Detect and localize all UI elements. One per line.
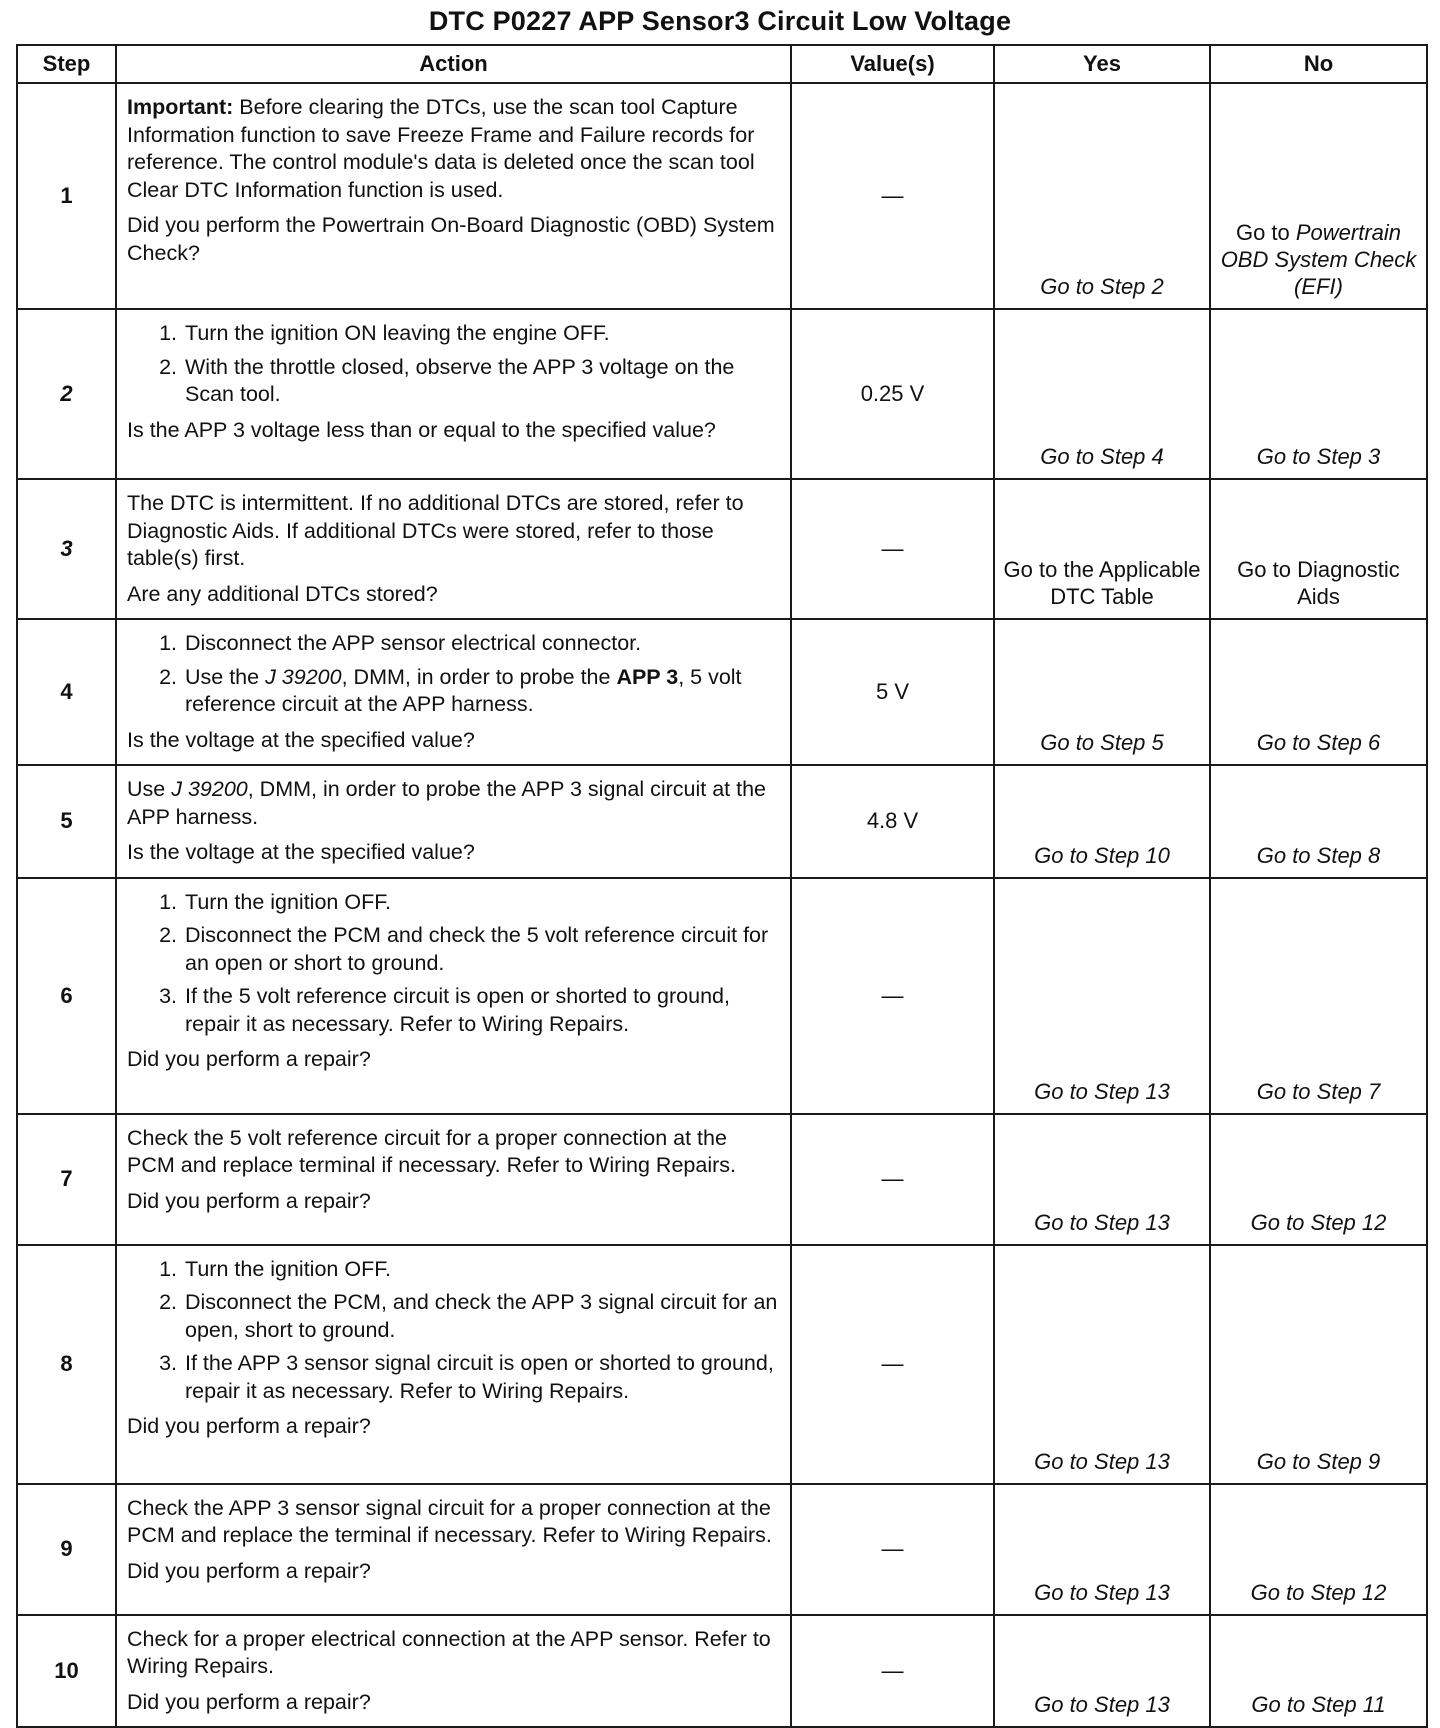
important-label: Important: bbox=[127, 95, 234, 119]
value-cell: — bbox=[791, 878, 994, 1114]
action-steps bbox=[127, 1256, 780, 1406]
list-item: 2. Use the J 39200, DMM, in order to probe the APP 3, 5 volt reference circuit at the APP harness. bbox=[183, 664, 780, 719]
header-yes: Yes bbox=[994, 45, 1210, 83]
yes-cell: Go to Step 13 bbox=[994, 1615, 1210, 1728]
step-number: 10 bbox=[17, 1615, 116, 1728]
list-item: 1. Disconnect the APP sensor electrical connector. bbox=[183, 630, 780, 658]
action-text: Check the APP 3 sensor signal circuit for a proper connection at the PCM and replace the terminal if necessary. Refer to Wiring Repairs. bbox=[127, 1495, 772, 1547]
action-cell bbox=[116, 479, 791, 619]
step-number: 3 bbox=[17, 479, 116, 619]
action-question: Did you perform a repair? bbox=[127, 1047, 371, 1071]
page-title: DTC P0227 APP Sensor3 Circuit Low Voltage bbox=[428, 6, 1012, 36]
no-cell: Go to Step 7 bbox=[1210, 878, 1427, 1114]
step-number: 8 bbox=[17, 1245, 116, 1484]
action-text: The DTC is intermittent. If no additional DTCs are stored, refer to Diagnostic Aids. If additional DTCs were stored, refer to those table(s) first. bbox=[127, 491, 744, 570]
header-action: Action bbox=[116, 45, 791, 83]
value-cell: 4.8 V bbox=[791, 765, 994, 878]
yes-cell: Go to Step 10 bbox=[994, 765, 1210, 878]
value-cell: — bbox=[791, 83, 994, 309]
tool-name: J 39200 bbox=[171, 777, 248, 801]
action-question: Did you perform a repair? bbox=[127, 1558, 371, 1583]
table-row bbox=[17, 309, 1427, 479]
action-question: Is the voltage at the specified value? bbox=[127, 840, 475, 864]
step-number: 6 bbox=[17, 878, 116, 1114]
action-question: Did you perform a repair? bbox=[127, 1188, 371, 1213]
value-cell: — bbox=[791, 1615, 994, 1728]
table-row bbox=[17, 83, 1427, 309]
list-item: 1. Turn the ignition OFF. bbox=[183, 889, 780, 917]
step-number: 4 bbox=[17, 619, 116, 765]
table-row bbox=[17, 878, 1427, 1114]
step-number: 5 bbox=[17, 765, 116, 878]
list-item: 3. If the APP 3 sensor signal circuit is open or shorted to ground, repair it as necessary. Refer to Wiring Repairs. bbox=[183, 1350, 780, 1405]
list-item: 2. With the throttle closed, observe the APP 3 voltage on the Scan tool. bbox=[183, 354, 780, 409]
list-item: 2. Disconnect the PCM, and check the APP 3 signal circuit for an open, short to ground. bbox=[183, 1289, 780, 1344]
value-cell: 5 V bbox=[791, 619, 994, 765]
step-number: 1 bbox=[17, 83, 116, 309]
tool-name: J 39200 bbox=[265, 664, 342, 689]
diagnostic-table bbox=[16, 44, 1428, 1728]
action-text: Use J 39200, DMM, in order to probe the APP 3 signal circuit at the APP harness. bbox=[127, 777, 766, 829]
value-cell: — bbox=[791, 1245, 994, 1484]
table-row bbox=[17, 619, 1427, 765]
header-no: No bbox=[1210, 45, 1427, 83]
step-number: 2 bbox=[17, 309, 116, 479]
list-item: 2. Disconnect the PCM and check the 5 volt reference circuit for an open or short to ground. bbox=[183, 922, 780, 977]
step-number: 9 bbox=[17, 1484, 116, 1615]
action-cell bbox=[116, 309, 791, 479]
action-cell bbox=[116, 619, 791, 765]
yes-cell: Go to Step 13 bbox=[994, 1484, 1210, 1615]
action-cell bbox=[116, 1484, 791, 1615]
yes-cell: Go to Step 13 bbox=[994, 1245, 1210, 1484]
no-cell: Go to Step 9 bbox=[1210, 1245, 1427, 1484]
yes-cell: Go to Step 5 bbox=[994, 619, 1210, 765]
action-question: Is the voltage at the specified value? bbox=[127, 727, 475, 752]
action-steps bbox=[127, 320, 780, 409]
action-question: Are any additional DTCs stored? bbox=[127, 581, 438, 606]
action-cell bbox=[116, 1114, 791, 1245]
action-cell bbox=[116, 878, 791, 1114]
action-cell bbox=[116, 765, 791, 878]
table-header-row bbox=[17, 45, 1427, 83]
action-text: Check the 5 volt reference circuit for a proper connection at the PCM and replace terminal if necessary. Refer to Wiring Repairs. bbox=[127, 1125, 736, 1177]
yes-cell: Go to Step 13 bbox=[994, 878, 1210, 1114]
no-cell: Go to Step 11 bbox=[1210, 1615, 1427, 1728]
action-question: Did you perform a repair? bbox=[127, 1414, 371, 1438]
no-cell: Go to Step 8 bbox=[1210, 765, 1427, 878]
list-item: 1. Turn the ignition OFF. bbox=[183, 1256, 780, 1284]
no-prefix: Go to bbox=[1235, 220, 1296, 245]
action-steps bbox=[127, 889, 780, 1039]
list-item: 1. Turn the ignition ON leaving the engine OFF. bbox=[183, 320, 780, 348]
step-number: 7 bbox=[17, 1114, 116, 1245]
yes-cell: Go to Step 4 bbox=[994, 309, 1210, 479]
no-cell: Go to Step 12 bbox=[1210, 1484, 1427, 1615]
action-cell bbox=[116, 1615, 791, 1728]
value-cell: — bbox=[791, 1114, 994, 1245]
important-text: Before clearing the DTCs, use the scan tool Capture Information function to save Freeze Frame and Failure records for reference. The control module's data is deleted once the scan tool Clear DTC Information function is used. bbox=[127, 95, 755, 202]
action-question: Did you perform a repair? bbox=[127, 1689, 371, 1714]
table-row bbox=[17, 1615, 1427, 1728]
value-cell: 0.25 V bbox=[791, 309, 994, 479]
action-cell bbox=[116, 1245, 791, 1484]
no-cell: Go to Step 3 bbox=[1210, 309, 1427, 479]
action-text: Check for a proper electrical connection at the APP sensor. Refer to Wiring Repairs. bbox=[127, 1626, 771, 1678]
no-link: Powertrain OBD System Check (EFI) bbox=[1220, 220, 1417, 299]
no-cell: Go to Step 12 bbox=[1210, 1114, 1427, 1245]
value-cell: — bbox=[791, 1484, 994, 1615]
table-row bbox=[17, 765, 1427, 878]
value-cell: — bbox=[791, 479, 994, 619]
yes-cell: Go to Step 13 bbox=[994, 1114, 1210, 1245]
table-row bbox=[17, 1114, 1427, 1245]
yes-cell: Go to the Applicable DTC Table bbox=[994, 479, 1210, 619]
action-cell bbox=[116, 83, 791, 309]
header-values: Value(s) bbox=[791, 45, 994, 83]
action-question: Is the APP 3 voltage less than or equal to the specified value? bbox=[127, 417, 716, 442]
table-row bbox=[17, 1245, 1427, 1484]
no-cell: Go to Step 6 bbox=[1210, 619, 1427, 765]
table-row bbox=[17, 479, 1427, 619]
yes-cell: Go to Step 2 bbox=[994, 83, 1210, 309]
no-cell bbox=[1210, 83, 1427, 309]
action-steps bbox=[127, 630, 780, 719]
no-cell: Go to Diagnostic Aids bbox=[1210, 479, 1427, 619]
action-text bbox=[127, 94, 780, 204]
header-step: Step bbox=[17, 45, 116, 83]
table-row bbox=[17, 1484, 1427, 1615]
action-question: Did you perform the Powertrain On-Board Diagnostic (OBD) System Check? bbox=[127, 213, 775, 265]
list-item: 3. If the 5 volt reference circuit is open or shorted to ground, repair it as necessary. Refer to Wiring Repairs. bbox=[183, 983, 780, 1038]
